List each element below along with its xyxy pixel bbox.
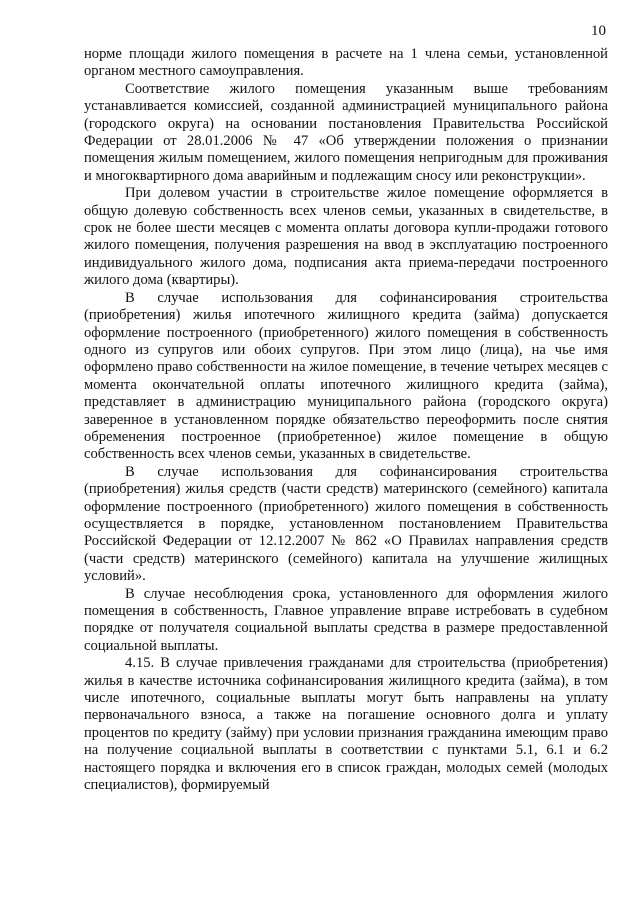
paragraph-1: норме площади жилого помещения в расчете на 1 члена семьи, установленной органом местного самоуправления. xyxy=(84,46,608,80)
paragraph-5: В случае использования для софинансирования строительства (приобретения) жилья средств (части средств) материнского (семейного) капитала оформление построенного (приобретенного) жилого помещения в собственность осуществляется в порядке, установленном постановлением Правительства Российской Федерации от 12.12.2007 № 862 «О Правилах направления средств (части средств) материнского (семейного) капитала на улучшение жилищных условий». xyxy=(84,463,608,585)
paragraph-4: В случае использования для софинансирования строительства (приобретения) жилья ипотечного жилищного кредита (займа) допускается оформление построенного (приобретенного) жилого помещения в собственность одного из супругов или обоих супругов. При этом лицо (лица), на чье имя оформлено право собственности на жилое помещение, в течение четырех месяцев с момента окончательной оплаты ипотечного жилищного кредита (займа), представляет в администрацию муниципального района (городского округа) заверенное в установленном порядке обязательство переоформить после снятия обременения построенное (приобретенное) жилое помещение в общую собственность всех членов семьи, указанных в свидетельстве. xyxy=(84,289,608,463)
paragraph-3: При долевом участии в строительстве жилое помещение оформляется в общую долевую собственность всех членов семьи, указанных в свидетельстве, в срок не более шести месяцев с момента оплаты договора купли-продажи готового жилого помещения, получения разрешения на ввод в эксплуатацию построенного индивидуального жилого дома, подписания акта приема-передачи построенного жилого дома (квартиры). xyxy=(84,185,608,289)
document-body xyxy=(84,46,608,794)
page-number: 10 xyxy=(591,23,606,39)
paragraph-6: В случае несоблюдения срока, установленного для оформления жилого помещения в собственность, Главное управление вправе истребовать в судебном порядке от получателя социальной выплаты средства в размере предоставленной социальной выплаты. xyxy=(84,585,608,654)
paragraph-7: 4.15. В случае привлечения гражданами для строительства (приобретения) жилья в качестве источника софинансирования жилищного кредита (займа), в том числе ипотечного, социальные выплаты могут быть направлены на уплату первоначального взноса, а также на погашение основного долга и уплату процентов по кредиту (займу) при условии признания гражданина имеющим право на получение социальной выплаты в соответствии с пунктами 5.1, 6.1 и 6.2 настоящего порядка и включения его в список граждан, молодых семей (молодых специалистов), формируемый xyxy=(84,655,608,794)
paragraph-2: Соответствие жилого помещения указанным выше требованиям устанавливается комиссией, созданной администрацией муниципального района (городского округа) на основании постановления Правительства Российской Федерации от 28.01.2006 № 47 «Об утверждении положения о признании помещения жилым помещением, жилого помещения непригодным для проживания и многоквартирного дома аварийным и подлежащим сносу или реконструкции». xyxy=(84,80,608,184)
